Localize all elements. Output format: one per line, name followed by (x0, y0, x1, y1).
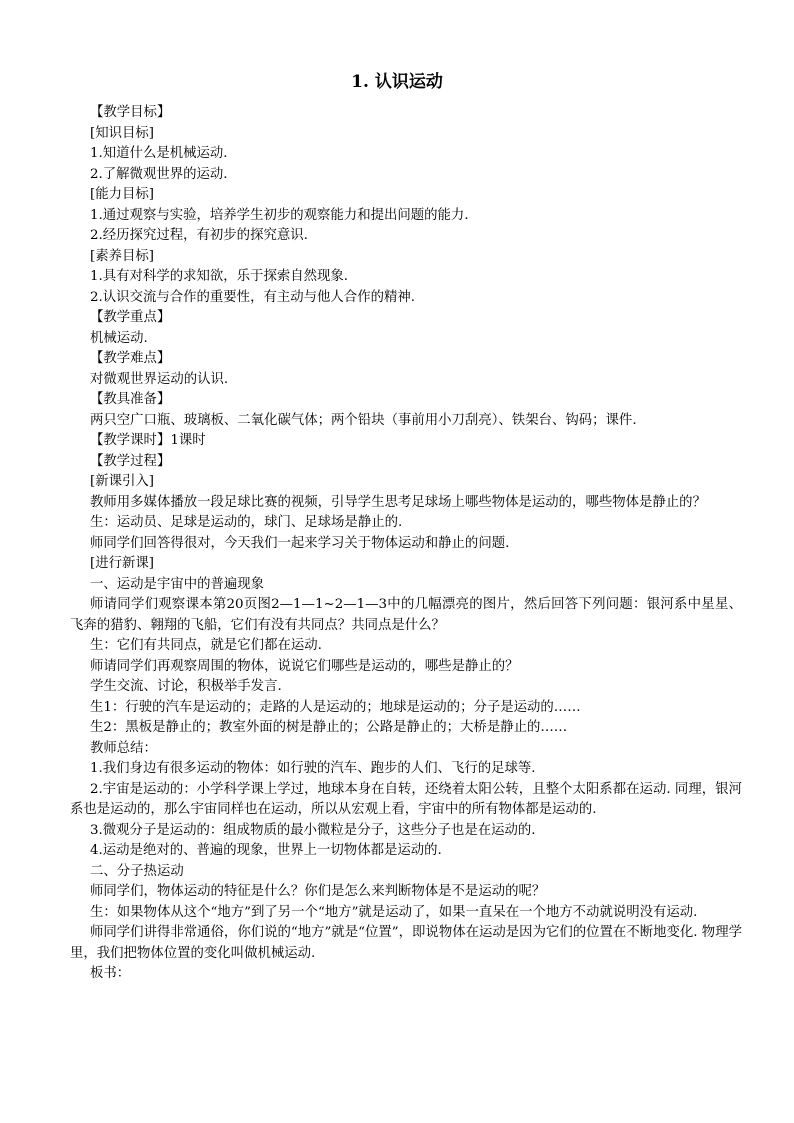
paragraph: 师同学们回答得很对，今天我们一起来学习关于物体运动和静止的问题. (90, 535, 510, 551)
paragraph: 2.经历探究过程，有初步的探究意识. (90, 228, 308, 243)
paragraph: 【教具准备】 (90, 392, 171, 407)
paragraph: 【教学目标】 (90, 105, 171, 120)
paragraph: 生：如果物体从这个“地方”到了另一个“地方”就是运动了，如果一直呆在一个地方不动就说明没有运动. (90, 904, 698, 920)
paragraph: [素养目标] (90, 248, 155, 264)
paragraph: 师请同学们再观察周围的物体，说说它们哪些是运动的，哪些是静止的？ (90, 658, 519, 674)
paragraph: 二、分子热运动 (90, 863, 184, 879)
paragraph: 师同学们，物体运动的特征是什么？你们是怎么来判断物体是不是运动的呢？ (90, 884, 546, 899)
paragraph: 教师用多媒体播放一段足球比赛的视频，引导学生思考足球场上哪些物体是运动的，哪些物体是静止的？ (90, 494, 706, 510)
paragraph: 3.微观分子是运动的：组成物质的最小微粒是分子，这些分子也是在运动的. (90, 822, 536, 838)
document-body (70, 103, 742, 985)
paragraph: 生2：黑板是静止的；教室外面的树是静止的；公路是静止的；大桥是静止的…… (90, 720, 568, 735)
paragraph: 1.具有对科学的求知欲，乐于探索自然现象. (90, 269, 349, 284)
paragraph: 两只空广口瓶、玻璃板、二氧化碳气体；两个铅块（事前用小刀刮亮）、铁架台、钩码；课件. (90, 412, 637, 428)
paragraph: 机械运动. (90, 330, 148, 346)
paragraph: 1.知道什么是机械运动. (90, 146, 228, 161)
page-title: 1. 认识运动 (351, 72, 443, 92)
paragraph: 一、运动是宇宙中的普遍现象 (90, 576, 265, 592)
paragraph: 生：运动员、足球是运动的，球门、足球场是静止的. (90, 515, 403, 530)
paragraph: 【教学过程】 (90, 453, 171, 469)
paragraph: [知识目标] (90, 125, 155, 141)
paragraph: 对微观世界运动的认识. (90, 371, 229, 387)
paragraph: 2.了解微观世界的运动. (90, 166, 228, 182)
paragraph: 【教学课时】1课时 (90, 433, 206, 448)
paragraph: [能力目标] (90, 187, 155, 202)
paragraph: 【教学难点】 (90, 351, 171, 366)
paragraph: 2.宇宙是运动的：小学科学课上学过，地球本身在自转，还绕着太阳公转，且整个太阳系都在运动. 同理，银河系也是运动的，那么宇宙同样也在运动，所以从宏观上看，宇宙中的所有物体都是运动的. (70, 781, 742, 817)
paragraph: 师同学们讲得非常通俗，你们说的“地方”就是“位置”，即说物体在运动是因为它们的位置在不断地变化. 物理学里，我们把物体位置的变化叫做机械运动. (70, 925, 742, 961)
paragraph: 1.我们身边有很多运动的物体：如行驶的汽车、跑步的人们、飞行的足球等. (90, 761, 536, 776)
paragraph: 板书： (90, 966, 131, 981)
paragraph: 2.认识交流与合作的重要性，有主动与他人合作的精神. (90, 289, 416, 305)
paragraph: 4.运动是绝对的、普遍的现象，世界上一切物体都是运动的. (90, 843, 442, 858)
paragraph: 学生交流、讨论，积极举手发言. (90, 679, 282, 694)
paragraph: [新课引入] (90, 474, 155, 489)
paragraph: 生1：行驶的汽车是运动的；走路的人是运动的；地球是运动的；分子是运动的…… (90, 699, 581, 715)
paragraph: [进行新课] (90, 556, 155, 571)
paragraph: 师请同学们观察课本第20页图2—1—1~2—1—3中的几幅漂亮的图片，然后回答下列问题：银河系中星星、飞奔的猎豹、翱翔的飞船，它们有没有共同点？共同点是什么？ (70, 597, 742, 633)
paragraph: 1.通过观察与实验，培养学生初步的观察能力和提出问题的能力. (90, 207, 469, 223)
paragraph: 生：它们有共同点，就是它们都在运动. (90, 638, 322, 653)
paragraph: 教师总结： (90, 740, 157, 756)
paragraph: 【教学重点】 (90, 310, 171, 325)
